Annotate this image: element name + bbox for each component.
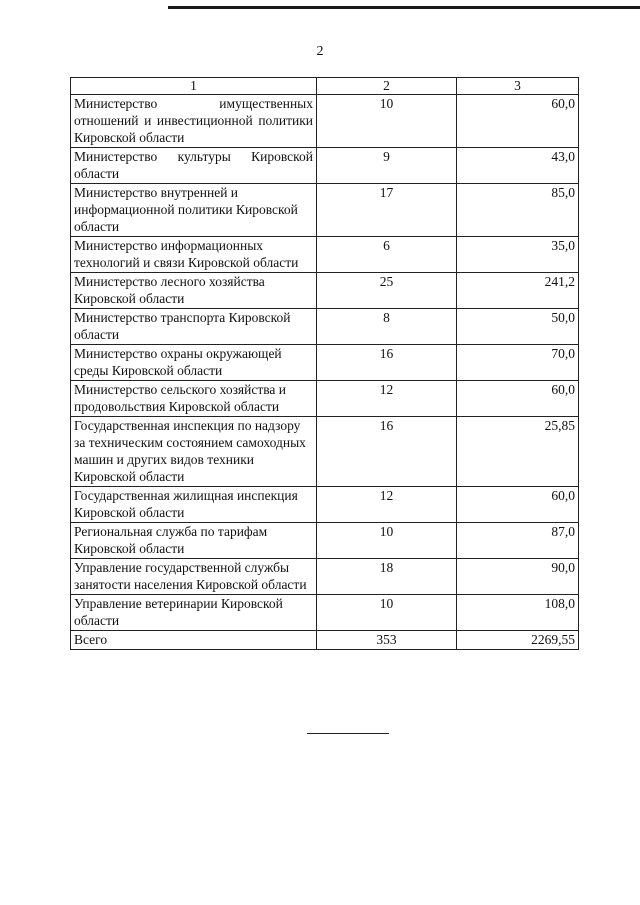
row-amount: 241,2 <box>457 273 579 309</box>
row-count: 16 <box>317 417 457 487</box>
row-name: Региональная служба по тарифам Кировской области <box>71 523 317 559</box>
top-border-line <box>168 6 640 9</box>
row-amount: 70,0 <box>457 345 579 381</box>
row-name: Государственная инспекция по надзору за техническим состоянием самоходных машин и других видов техники Кировской области <box>71 417 317 487</box>
row-count: 10 <box>317 95 457 148</box>
row-amount: 85,0 <box>457 184 579 237</box>
row-amount: 60,0 <box>457 381 579 417</box>
row-count: 9 <box>317 148 457 184</box>
row-name: Министерство внутренней и информационной политики Кировской области <box>71 184 317 237</box>
table-row <box>71 487 579 523</box>
row-count: 10 <box>317 595 457 631</box>
row-name: Министерство информационных технологий и связи Кировской области <box>71 237 317 273</box>
table-row <box>71 559 579 595</box>
column-header-2: 2 <box>317 78 457 95</box>
table-header-row <box>71 78 579 95</box>
row-amount: 60,0 <box>457 95 579 148</box>
row-name: Министерство имущественных отношений и инвестиционной политики Кировской области <box>71 95 317 148</box>
row-name: Министерство лесного хозяйства Кировской области <box>71 273 317 309</box>
row-amount: 25,85 <box>457 417 579 487</box>
row-count: 12 <box>317 487 457 523</box>
table-row <box>71 237 579 273</box>
table-row <box>71 184 579 237</box>
row-count: 18 <box>317 559 457 595</box>
row-name: Государственная жилищная инспекция Кировской области <box>71 487 317 523</box>
row-name: Министерство культуры Кировской области <box>71 148 317 184</box>
page-number: 2 <box>316 44 324 59</box>
row-amount: 60,0 <box>457 487 579 523</box>
data-table <box>70 77 579 650</box>
row-name: Управление ветеринарии Кировской области <box>71 595 317 631</box>
total-label: Всего <box>71 631 317 650</box>
row-name: Управление государственной службы занятости населения Кировской области <box>71 559 317 595</box>
row-amount: 108,0 <box>457 595 579 631</box>
total-amount: 2269,55 <box>457 631 579 650</box>
table-row <box>71 523 579 559</box>
row-count: 10 <box>317 523 457 559</box>
row-count: 12 <box>317 381 457 417</box>
row-count: 25 <box>317 273 457 309</box>
row-name: Министерство охраны окружающей среды Кировской области <box>71 345 317 381</box>
row-amount: 90,0 <box>457 559 579 595</box>
table-row <box>71 148 579 184</box>
table-row <box>71 95 579 148</box>
column-header-1: 1 <box>71 78 317 95</box>
row-amount: 50,0 <box>457 309 579 345</box>
table-row <box>71 309 579 345</box>
row-count: 16 <box>317 345 457 381</box>
table-row <box>71 273 579 309</box>
table-row <box>71 417 579 487</box>
column-header-3: 3 <box>457 78 579 95</box>
row-count: 17 <box>317 184 457 237</box>
row-amount: 43,0 <box>457 148 579 184</box>
row-amount: 87,0 <box>457 523 579 559</box>
end-divider-line <box>307 733 389 734</box>
table-row <box>71 345 579 381</box>
row-amount: 35,0 <box>457 237 579 273</box>
row-name: Министерство транспорта Кировской области <box>71 309 317 345</box>
table-row <box>71 381 579 417</box>
row-count: 6 <box>317 237 457 273</box>
table-row <box>71 595 579 631</box>
total-count: 353 <box>317 631 457 650</box>
table-total-row <box>71 631 579 650</box>
row-count: 8 <box>317 309 457 345</box>
row-name: Министерство сельского хозяйства и продовольствия Кировской области <box>71 381 317 417</box>
